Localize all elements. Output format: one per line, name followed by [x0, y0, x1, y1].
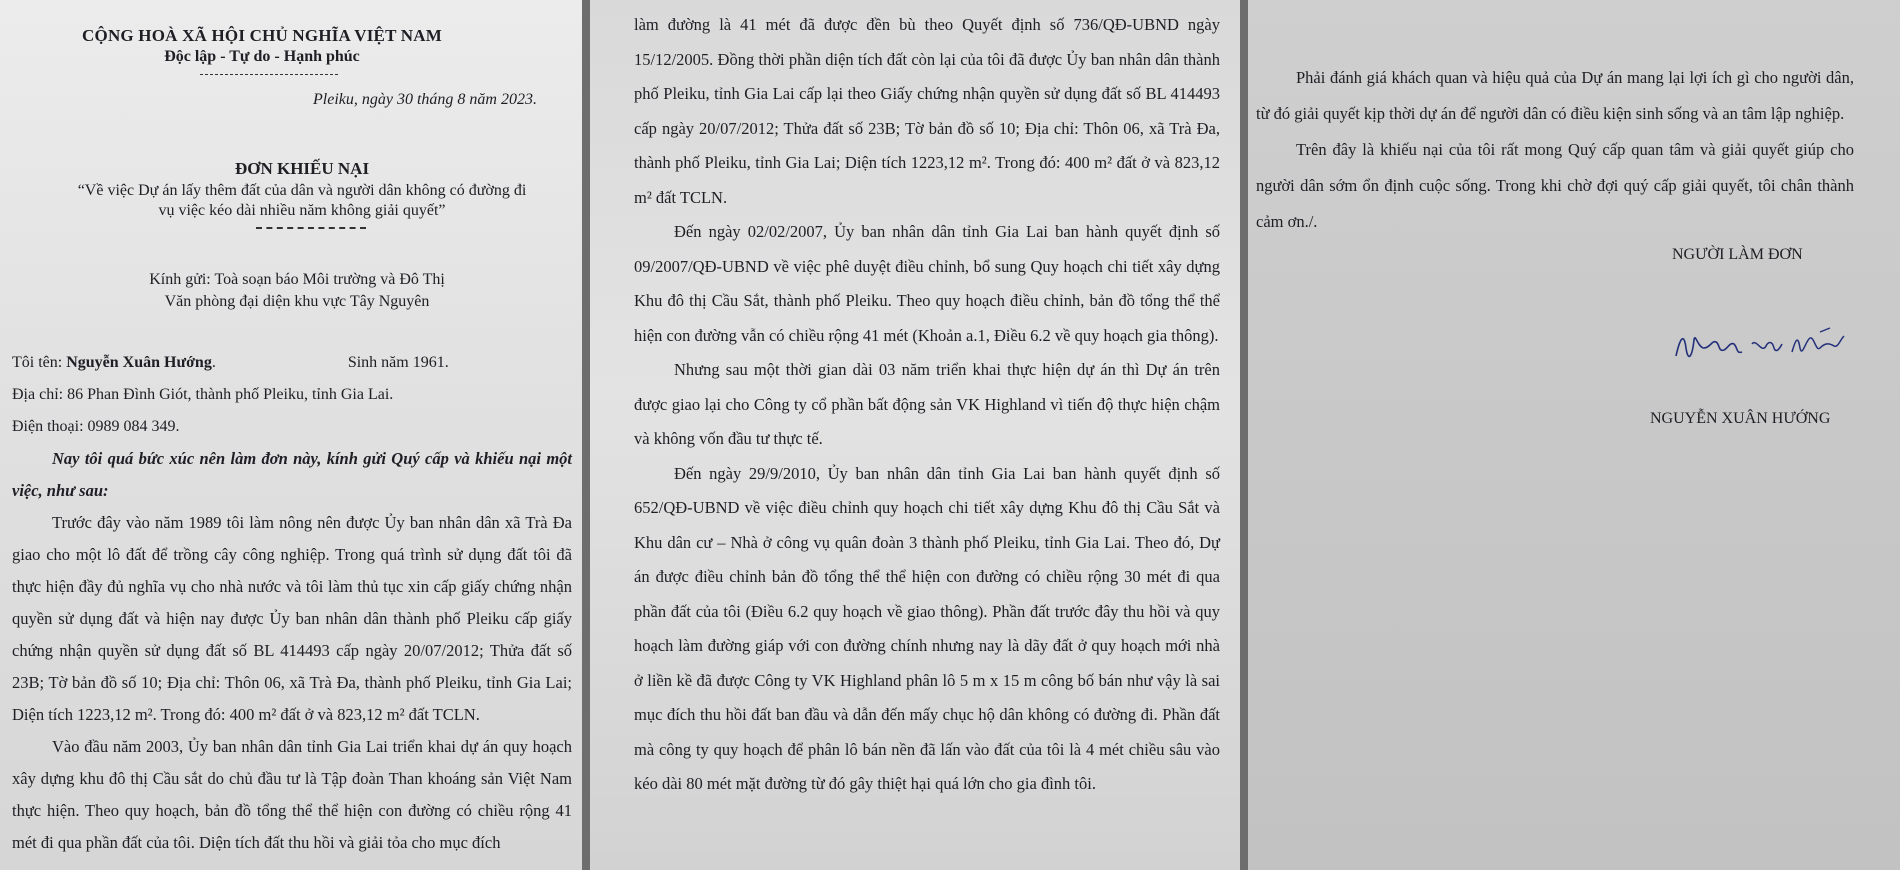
body-paragraph-3: làm đường là 41 mét đã được đền bù theo Quyết định số 736/QĐ-UBND ngày 15/12/2005. Đồng thời phần diện tích đất còn lại của tôi đã được Ủy ban nhân dân thành phố Pleiku, tỉnh Gia Lai cấp lại theo Giấy chứng nhận quyền sử dụng đất số BL 414493 cấp ngày 20/07/2012; Thửa đất số 23B; Tờ bản đồ số 10; Địa chỉ: Thôn 06, xã Trà Đa, thành phố Pleiku, tỉnh Gia Lai; Diện tích 1223,12 m². Trong đó: 400 m² đất ở và 823,12 m² đất TCLN. — [634, 15, 1220, 207]
letter-date: Pleiku, ngày 30 tháng 8 năm 2023. — [313, 91, 537, 108]
name-suffix: . — [211, 354, 216, 371]
name-label: Tôi tên: — [12, 354, 67, 371]
national-motto: Độc lập - Tự do - Hạnh phúc — [164, 48, 360, 65]
birth-year: Sinh năm 1961. — [347, 354, 449, 371]
sender-phone: Điện thoại: 0989 084 349. — [12, 418, 180, 435]
body-paragraph-4: Đến ngày 02/02/2007, Ủy ban nhân dân tỉnh Gia Lai ban hành quyết định số 09/2007/QĐ-UBND về việc phê duyệt điều chỉnh, bổ sung Quy hoạch chi tiết xây dựng Khu đô thị Cầu Sắt, thành phố Pleiku. Theo quy hoạch điều chỉnh, bản đồ tổng thể thể hiện con đường vẫn có chiều rộng 41 mét (Khoản a.1, Điều 6.2 về quy hoạch gia thông). — [634, 222, 1220, 345]
body-paragraph-5: Nhưng sau một thời gian dài 03 năm triển khai thực hiện dự án thì Dự án trên được giao lại cho Công ty cổ phần bất động sản VK Highland vì tiến độ thực hiện chậm và không vốn đầu tư thực tế. — [634, 360, 1220, 448]
sender-name-line — [12, 347, 572, 379]
national-title: CỘNG HOÀ XÃ HỘI CHỦ NGHĨA VIỆT NAM — [82, 26, 442, 45]
body-paragraph-6: Đến ngày 29/9/2010, Ủy ban nhân dân tỉnh Gia Lai ban hành quyết định số 652/QĐ-UBND về việc điều chỉnh quy hoạch chi tiết xây dựng Khu đô thị Cầu Sắt và Khu dân cư – Nhà ở công vụ quân đoàn 3 thành phố Pleiku, tỉnh Gia Lai. Theo đó, Dự án được điều chỉnh bản đồ tổng thể thể hiện con đường có chiều rộng 30 mét đi qua phần đất của tôi (Điều 6.2 quy hoạch về giao thông). Phần đất trước đây thu hồi và quy hoạch làm đường giáp với con đường chính nhưng nay là dãy đất ở quy hoạch mới nhà ở liền kề đã được Công ty VK Highland phân lô 5 m x 15 m công bố bán như vậy là sai mục đích thu hồi đất ban đầu và dẫn đến mấy chục hộ dân không có đường đi. Phần đất mà công ty quy hoạch để phân lô bán nền đã lấn vào đất của tôi là 4 mét chiều sâu vào kéo dài 80 mét mặt đường từ đó gây thiệt hại quá lớn cho gia đình tôi. — [634, 463, 1220, 793]
signer-name: NGUYỄN XUÂN HƯỚNG — [1650, 410, 1831, 427]
body-paragraph-8: Trên đây là khiếu nại của tôi rất mong Quý cấp quan tâm và giải quyết giúp cho người dân sớm ổn định cuộc sống. Trong khi chờ đợi quý cấp giải quyết, tôi chân thành cảm ơn./. — [1256, 140, 1854, 231]
header-divider — [200, 74, 338, 75]
body-paragraph-2: Vào đầu năm 2003, Ủy ban nhân dân tỉnh Gia Lai triển khai dự án quy hoạch xây dựng khu đô thị Cầu sắt do chủ đầu tư là Tập đoàn Than khoáng sản Việt Nam thực hiện. Theo quy hoạch, bản đồ tổng thể thể hiện con đường có chiều rộng 41 mét đi qua phần đất của tôi. Diện tích đất thu hồi và giải tỏa cho mục đích — [12, 737, 572, 852]
body-paragraph-7: Phải đánh giá khách quan và hiệu quả của Dự án mang lại lợi ích gì cho người dân, từ đó giải quyết kịp thời dự án để người dân có điều kiện sinh sống và an tâm lập nghiệp. — [1256, 68, 1854, 123]
document-title: ĐƠN KHIẾU NẠI — [234, 159, 370, 178]
letter-page-2 — [590, 0, 1240, 870]
sender-name: Nguyễn Xuân Hướng — [66, 354, 212, 371]
title-divider — [256, 227, 366, 229]
page-gap — [582, 0, 590, 870]
letter-page-3 — [1248, 0, 1900, 870]
handwritten-signature — [1670, 318, 1850, 383]
signer-role: NGƯỜI LÀM ĐƠN — [1672, 246, 1803, 263]
subject-line-1: “Về việc Dự án lấy thêm đất của dân và người dân không có đường đi — [77, 182, 527, 199]
sender-address: Địa chỉ: 86 Phan Đình Giót, thành phố Pleiku, tỉnh Gia Lai. — [12, 386, 394, 403]
signature-scribble — [1670, 318, 1850, 378]
body-paragraph-1: Trước đây vào năm 1989 tôi làm nông nên được Ủy ban nhân dân xã Trà Đa giao cho một lô đất để trồng cây công nghiệp. Trong quá trình sử dụng đất tôi đã thực hiện đầy đủ nghĩa vụ cho nhà nước và tôi làm thủ tục xin cấp giấy chứng nhận quyền sử dụng đất và hiện nay được Ủy ban nhân dân thành phố Pleiku cấp giấy chứng nhận quyền sử dụng đất số BL 414493 cấp ngày 20/07/2012; Thửa đất số 23B; Tờ bản đồ số 10; Địa chỉ: Thôn 06, xã Trà Đa, thành phố Pleiku, tỉnh Gia Lai; Diện tích 1223,12 m². Trong đó: 400 m² đất ở và 823,12 m² đất TCLN. — [12, 513, 572, 724]
letter-page-1 — [0, 0, 582, 870]
page-gap — [1240, 0, 1248, 870]
intro-paragraph: Nay tôi quá bức xúc nên làm đơn này, kính gửi Quý cấp và khiếu nại một việc, như sau: — [12, 449, 572, 500]
recipient-line-1: Kính gửi: Toà soạn báo Môi trường và Đô Thị — [149, 271, 445, 288]
subject-line-2: vụ việc kéo dài nhiều năm không giải quyết” — [158, 202, 446, 219]
recipient-line-2: Văn phòng đại diện khu vực Tây Nguyên — [164, 293, 430, 310]
